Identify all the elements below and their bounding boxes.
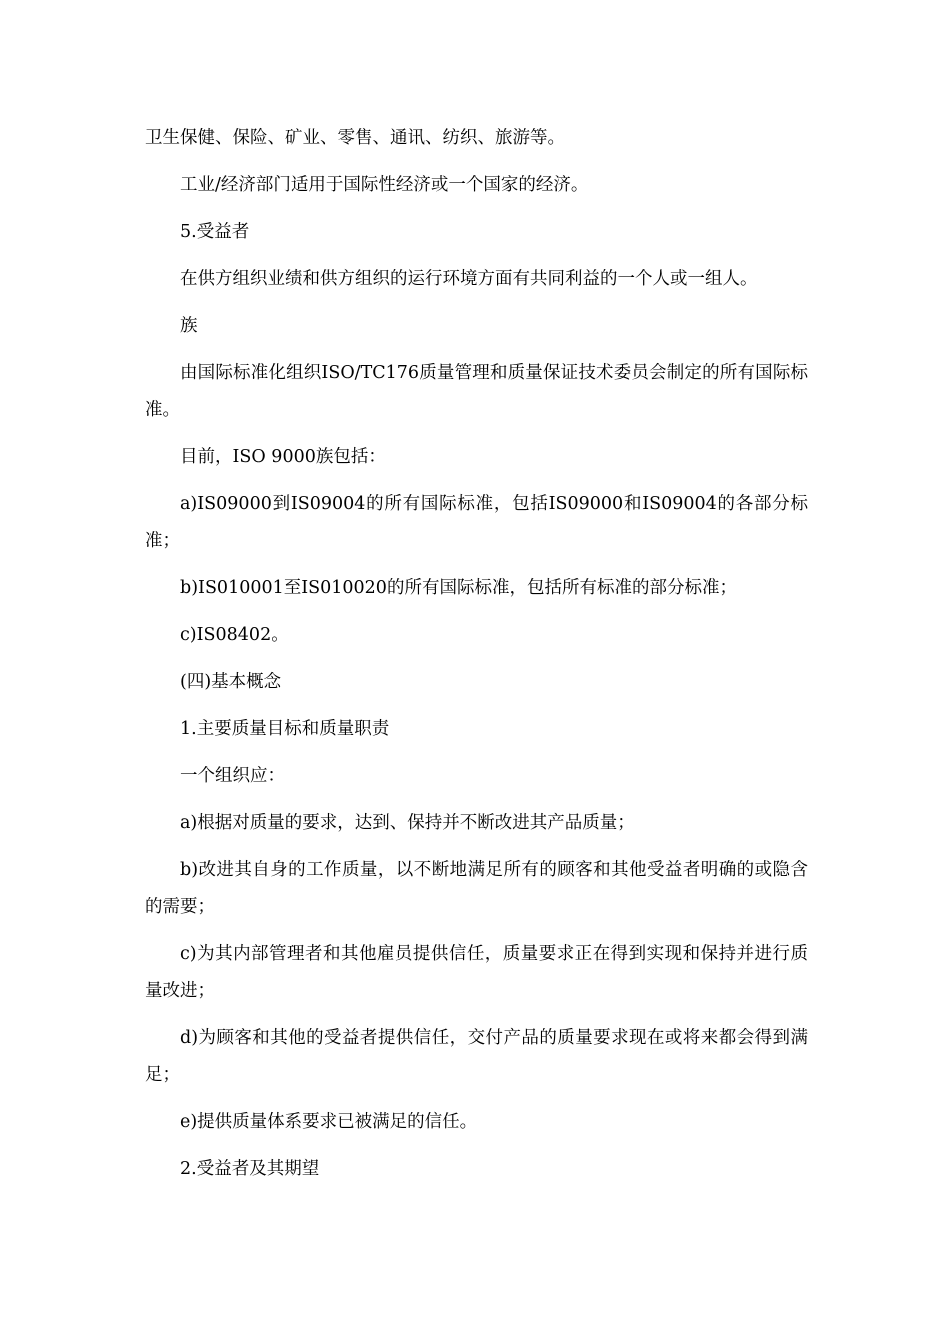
paragraph-family-includes: 目前，ISO 9000族包括：	[180, 447, 386, 467]
paragraph-family-definition: 由国际标准化组织ISO/TC176质量管理和质量保证技术委员会制定的所有国际标准。	[145, 363, 808, 420]
paragraph-beneficiary-definition: 在供方组织业绩和供方组织的运行环境方面有共同利益的一个人或一组人。	[180, 269, 758, 289]
list-item-b-iso10001: b)IS010001至IS010020的所有国际标准，包括所有标准的部分标准；	[180, 578, 737, 598]
list-item-c-iso8402: c)IS08402。	[180, 625, 289, 645]
list-item-e-system-confidence: e)提供质量体系要求已被满足的信任。	[180, 1112, 478, 1132]
heading-beneficiaries-expectations: 2.受益者及其期望	[180, 1159, 320, 1179]
list-item-b-work-quality: b)改进其自身的工作质量，以不断地满足所有的顾客和其他受益者明确的或隐含的需要；	[145, 860, 808, 917]
list-item-a-product-quality: a)根据对质量的要求，达到、保持并不断改进其产品质量；	[180, 813, 635, 833]
heading-quality-objectives: 1.主要质量目标和质量职责	[180, 719, 390, 739]
heading-basic-concepts: (四)基本概念	[180, 672, 282, 692]
heading-family: 族	[180, 316, 198, 336]
heading-beneficiary: 5.受益者	[180, 222, 250, 242]
list-item-d-customer-confidence: d)为顾客和其他的受益者提供信任，交付产品的质量要求现在或将来都会得到满足；	[145, 1028, 808, 1085]
paragraph-sector-scope: 工业/经济部门适用于国际性经济或一个国家的经济。	[180, 175, 589, 195]
paragraph-industries: 卫生保健、保险、矿业、零售、通讯、纺织、旅游等。	[145, 128, 565, 148]
list-item-a-iso9000: a)IS09000到IS09004的所有国际标准，包括IS09000和IS09004的各部分标准；	[145, 494, 808, 551]
list-item-c-internal-confidence: c)为其内部管理者和其他雇员提供信任，质量要求正在得到实现和保持并进行质量改进；	[145, 944, 808, 1001]
paragraph-organization-should: 一个组织应：	[180, 766, 285, 786]
document-page	[145, 120, 808, 1198]
